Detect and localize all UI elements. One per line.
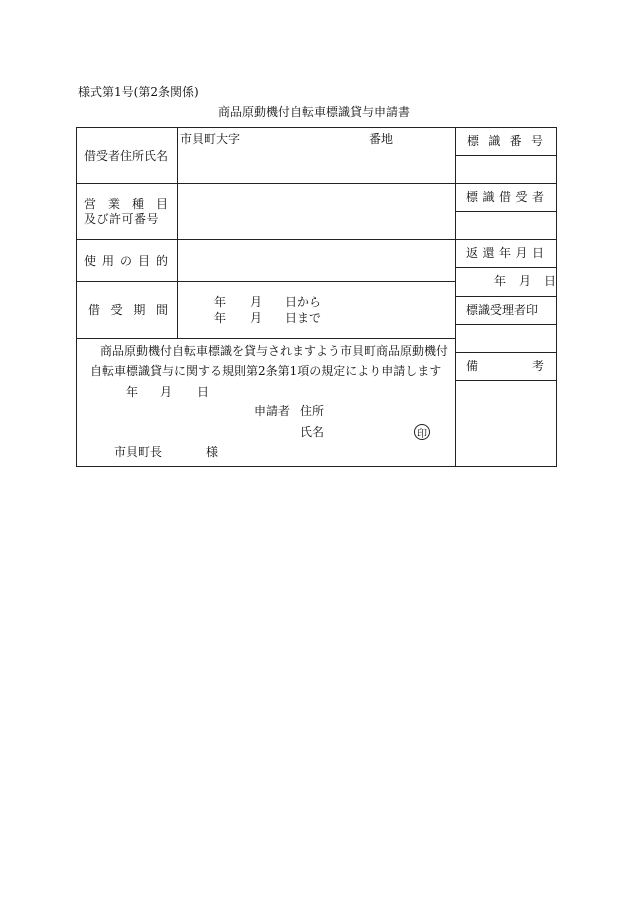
form-number: 様式第1号(第2条関係): [78, 85, 199, 99]
seal-mark: 印: [414, 424, 430, 440]
period-label: 借 受 期 間: [88, 303, 168, 317]
business-label-line1: 営 業 種 目: [84, 197, 168, 211]
divider: [455, 267, 556, 268]
divider: [455, 155, 556, 156]
return-date-year: 年: [494, 274, 507, 288]
divider: [177, 127, 178, 338]
divider: [455, 239, 556, 240]
plate-number-label: 標 識 番 号: [467, 134, 543, 148]
statement-date-month: 月: [160, 385, 173, 399]
applicant-label: 申請者: [254, 404, 291, 418]
purpose-label: 使 用 の 目 的: [84, 254, 168, 268]
business-label-line2: 及び許可番号: [84, 212, 160, 226]
divider: [455, 127, 456, 467]
period-to-month: 月: [250, 311, 263, 325]
borrower-label: 借受者住所氏名: [84, 149, 169, 163]
remarks-label: 備 考: [466, 359, 544, 373]
honorific: 様: [206, 445, 219, 459]
applicant-address-label: 住所: [300, 404, 325, 418]
period-to-year: 年: [214, 311, 227, 325]
period-from-year: 年: [214, 295, 227, 309]
form-title: 商品原動機付自転車標識貸与申請書: [218, 105, 411, 119]
period-from-day: 日から: [285, 295, 322, 309]
divider: [455, 296, 556, 297]
return-date-label: 返 還 年 月 日: [466, 246, 544, 260]
plate-borrower-label: 標 識 借 受 者: [466, 190, 544, 204]
divider: [455, 352, 556, 353]
statement-line2: 自転車標識貸与に関する規則第2条第1項の規定により申請します: [90, 364, 442, 378]
divider: [455, 183, 556, 184]
statement-date-day: 日: [197, 385, 210, 399]
period-to-day: 日まで: [285, 311, 322, 325]
divider: [455, 380, 556, 381]
return-date-day: 日: [544, 274, 557, 288]
statement-line1: 商品原動機付自転車標識を貸与されますよう市貝町商品原動機付: [100, 344, 449, 358]
address-suffix: 番地: [369, 132, 394, 146]
receiver-seal-label: 標識受理者印: [466, 303, 539, 317]
return-date-month: 月: [519, 274, 532, 288]
applicant-name-label: 氏名: [300, 425, 325, 439]
period-from-month: 月: [250, 295, 263, 309]
statement-date-year: 年: [126, 385, 139, 399]
divider: [76, 183, 455, 184]
addressee: 市貝町長: [114, 445, 163, 459]
divider: [76, 338, 455, 339]
divider: [455, 324, 556, 325]
divider: [76, 239, 455, 240]
divider: [76, 281, 455, 282]
divider: [455, 211, 556, 212]
address-prefix: 市貝町大字: [180, 132, 241, 146]
